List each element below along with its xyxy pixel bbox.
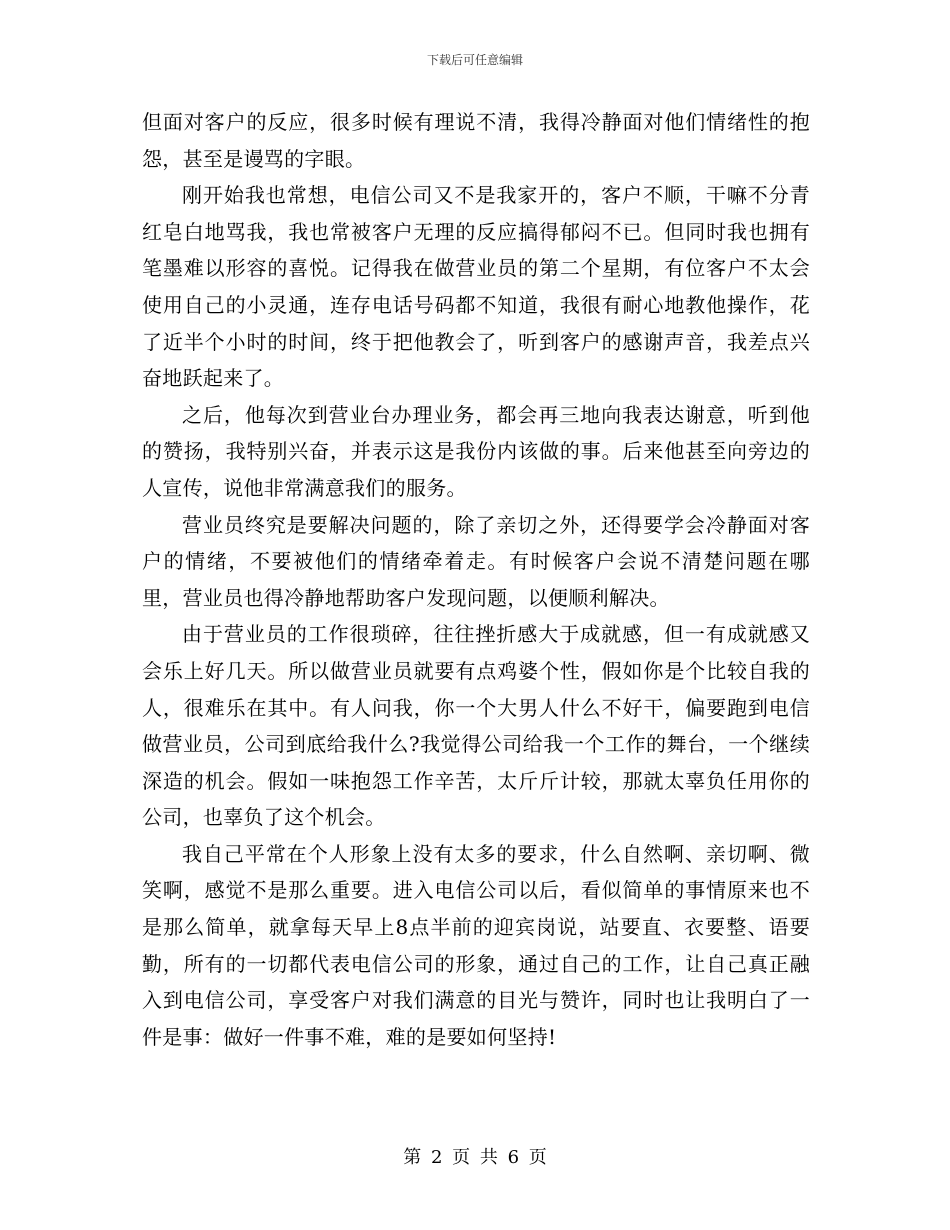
page-number-footer: 第 2 页 共 6 页: [403, 1147, 547, 1168]
paragraph: 我自己平常在个人形象上没有太多的要求，什么自然啊、亲切啊、微笑啊，感觉不是那么重要。进入电信公司以后，看似简单的事情原来也不是那么简单，就拿每天早上8点半前的迎宾岗说，站要直、衣要整、语要勤，所有的一切都代表电信公司的形象，通过自己的工作，让自己真正融入到电信公司，享受客户对我们满意的目光与赞许，同时也让我明白了一件是事：做好一件事不难，难的是要如何坚持!: [142, 841, 810, 1049]
paragraph: 之后，他每次到营业台办理业务，都会再三地向我表达谢意，听到他的赞扬，我特别兴奋，并表示这是我份内该做的事。后来他甚至向旁边的人宣传，说他非常满意我们的服务。: [142, 402, 810, 500]
page-header: 下载后可任意编辑: [426, 53, 523, 67]
paragraph-continuation: 但面对客户的反应，很多时候有理说不清，我得冷静面对他们情绪性的抱怨，甚至是谩骂的字眼。: [142, 110, 810, 171]
document-body: [142, 104, 810, 1055]
paragraph: 刚开始我也常想，电信公司又不是我家开的，客户不顺，干嘛不分青红皂白地骂我，我也常被客户无理的反应搞得郁闷不已。但同时我也拥有笔墨难以形容的喜悦。记得我在做营业员的第二个星期，有位客户不太会使用自己的小灵通，连存电话号码都不知道，我很有耐心地教他操作，花了近半个小时的时间，终于把他教会了，听到客户的感谢声音，我差点兴奋地跃起来了。: [142, 183, 810, 391]
paragraph: 营业员终究是要解决问题的，除了亲切之外，还得要学会冷静面对客户的情绪，不要被他们的情绪牵着走。有时候客户会说不清楚问题在哪里，营业员也得冷静地帮助客户发现问题，以便顺利解决。: [142, 512, 810, 610]
paragraph: 由于营业员的工作很琐碎，往往挫折感大于成就感，但一有成就感又会乐上好几天。所以做营业员就要有点鸡婆个性，假如你是个比较自我的人，很难乐在其中。有人问我，你一个大男人什么不好干，偏要跑到电信做营业员，公司到底给我什么?我觉得公司给我一个工作的舞台，一个继续深造的机会。假如一味抱怨工作辛苦，太斤斤计较，那就太辜负任用你的公司，也辜负了这个机会。: [142, 622, 810, 830]
